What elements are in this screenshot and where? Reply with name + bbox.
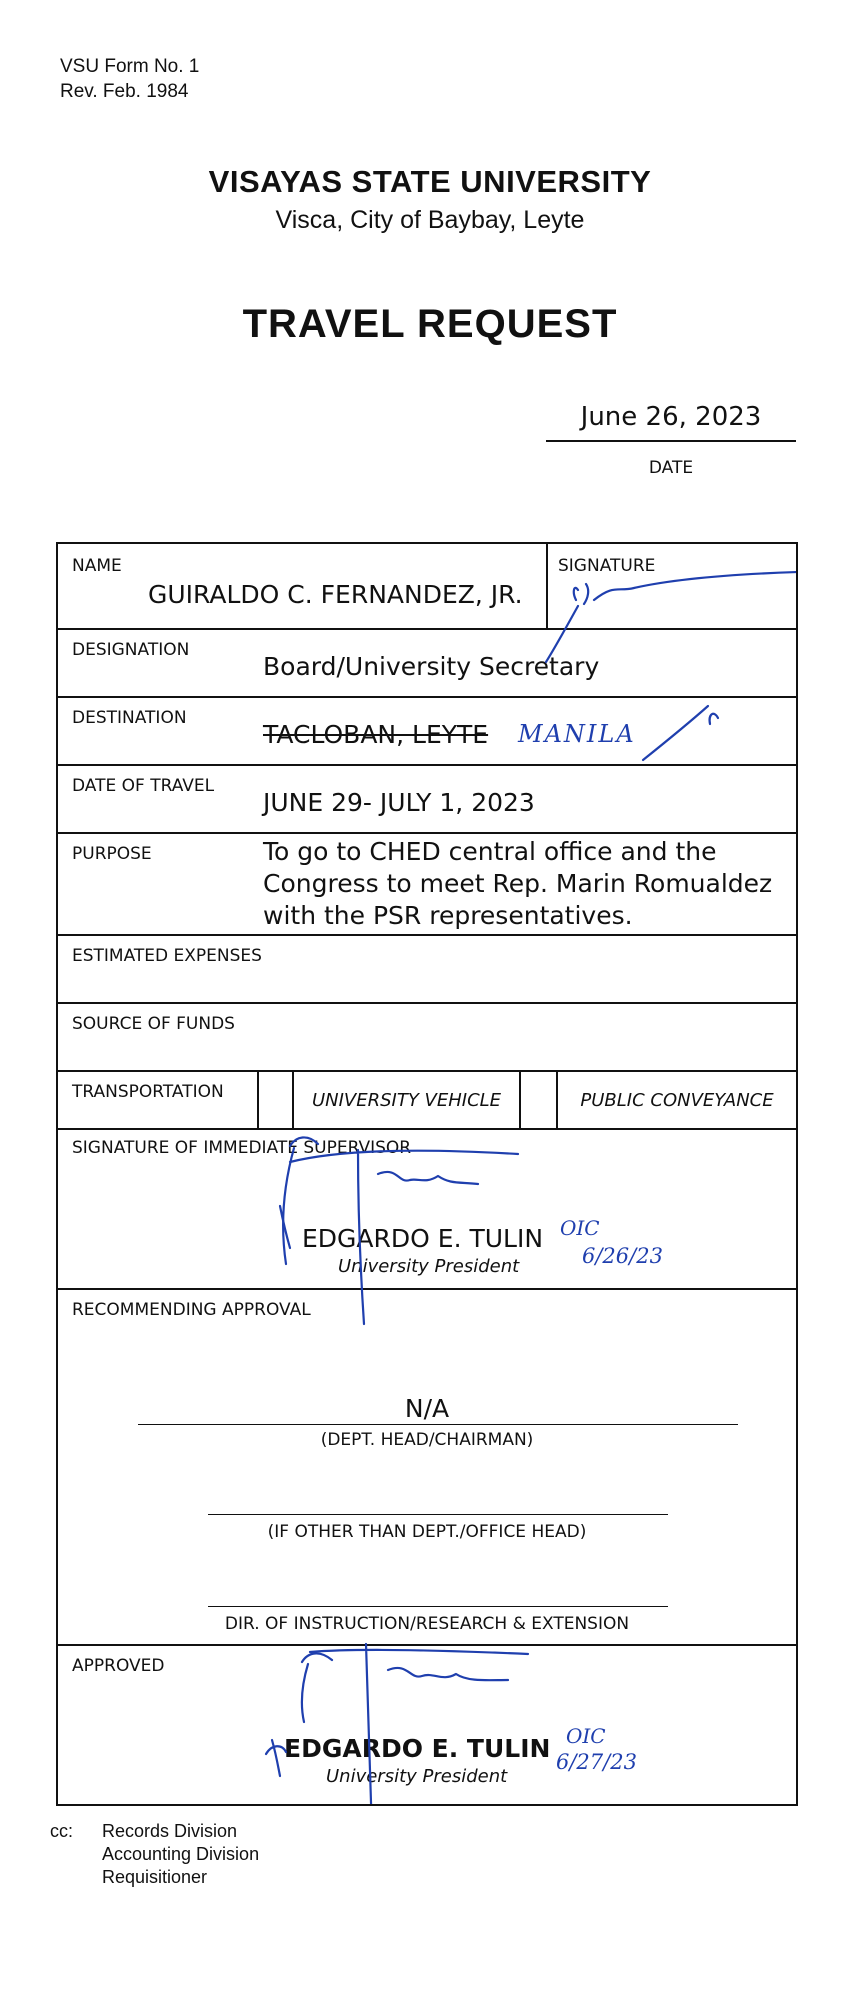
cc-item: Accounting Division <box>102 1844 260 1864</box>
supervisor-signature-hook <box>280 1206 290 1248</box>
supervisor-name: EDGARDO E. TULIN <box>302 1224 544 1253</box>
transportation-label: TRANSPORTATION <box>72 1082 224 1102</box>
form-number <box>60 54 199 104</box>
purpose-line: with the PSR representatives. <box>263 901 633 930</box>
destination-correction-mark <box>643 706 718 760</box>
supervisor-title: University President <box>338 1256 520 1277</box>
destination-handwritten: MANILA <box>518 720 636 748</box>
cc-list <box>102 1820 259 1889</box>
supervisor-signature-label: SIGNATURE OF IMMEDIATE SUPERVISOR <box>72 1138 412 1158</box>
purpose-line: To go to CHED central office and the <box>263 837 717 866</box>
approved-label: APPROVED <box>72 1656 165 1676</box>
date-underline <box>546 440 796 442</box>
approved-signature-hook <box>266 1740 286 1776</box>
approved-signature-mark <box>302 1644 528 1804</box>
university-vehicle-option: UNIVERSITY VEHICLE <box>311 1090 502 1111</box>
name-value: GUIRALDO C. FERNANDEZ, JR. <box>148 580 523 609</box>
cc-item: Requisitioner <box>102 1867 208 1887</box>
destination-struck-value: TACLOBAN, LEYTE <box>263 720 489 749</box>
handwritten-signatures <box>58 544 796 1804</box>
approved-hw-date: 6/27/23 <box>556 1750 637 1774</box>
signature-label: SIGNATURE <box>558 556 656 576</box>
supervisor-hw-date: 6/26/23 <box>582 1244 663 1268</box>
source-of-funds-label: SOURCE OF FUNDS <box>72 1014 235 1034</box>
designation-label: DESIGNATION <box>72 640 190 660</box>
request-date: June 26, 2023 <box>580 402 762 432</box>
university-name: VISAYAS STATE UNIVERSITY <box>208 164 652 199</box>
applicant-signature-mark <box>574 572 796 604</box>
date-of-travel-label: DATE OF TRAVEL <box>72 776 215 796</box>
form-number-text: VSU Form No. 1 <box>60 56 200 77</box>
director-caption: DIR. OF INSTRUCTION/RESEARCH & EXTENSION <box>224 1614 630 1634</box>
dept-head-caption: (DEPT. HEAD/CHAIRMAN) <box>320 1430 534 1450</box>
cc-item: Records Division <box>102 1821 238 1841</box>
designation-value: Board/University Secretary <box>263 652 600 681</box>
date-of-travel-value: JUNE 29- JULY 1, 2023 <box>263 788 535 817</box>
date-label: DATE <box>648 458 694 478</box>
approved-name: EDGARDO E. TULIN <box>284 1734 551 1763</box>
estimated-expenses-label: ESTIMATED EXPENSES <box>72 946 262 966</box>
recommending-approval-label: RECOMMENDING APPROVAL <box>72 1300 311 1320</box>
purpose-label: PURPOSE <box>72 844 152 864</box>
applicant-signature-stroke <box>546 606 578 662</box>
approved-title: University President <box>326 1766 508 1787</box>
revision-text: Rev. Feb. 1984 <box>60 81 189 102</box>
cc-label: cc: <box>50 1821 74 1841</box>
name-label: NAME <box>72 556 122 576</box>
university-address: Visca, City of Baybay, Leyte <box>275 206 585 234</box>
other-head-caption: (IF OTHER THAN DEPT./OFFICE HEAD) <box>267 1522 587 1542</box>
purpose-line: Congress to meet Rep. Marin Romualdez <box>263 869 773 898</box>
destination-label: DESTINATION <box>72 708 187 728</box>
travel-request-form <box>56 542 798 1806</box>
document-title: TRAVEL REQUEST <box>242 302 618 346</box>
supervisor-hw-initials: OIC <box>560 1216 600 1240</box>
approved-hw-initials: OIC <box>566 1724 606 1748</box>
public-conveyance-option: PUBLIC CONVEYANCE <box>580 1090 774 1111</box>
recommending-value: N/A <box>404 1394 450 1423</box>
supervisor-signature-mark <box>283 1137 518 1324</box>
